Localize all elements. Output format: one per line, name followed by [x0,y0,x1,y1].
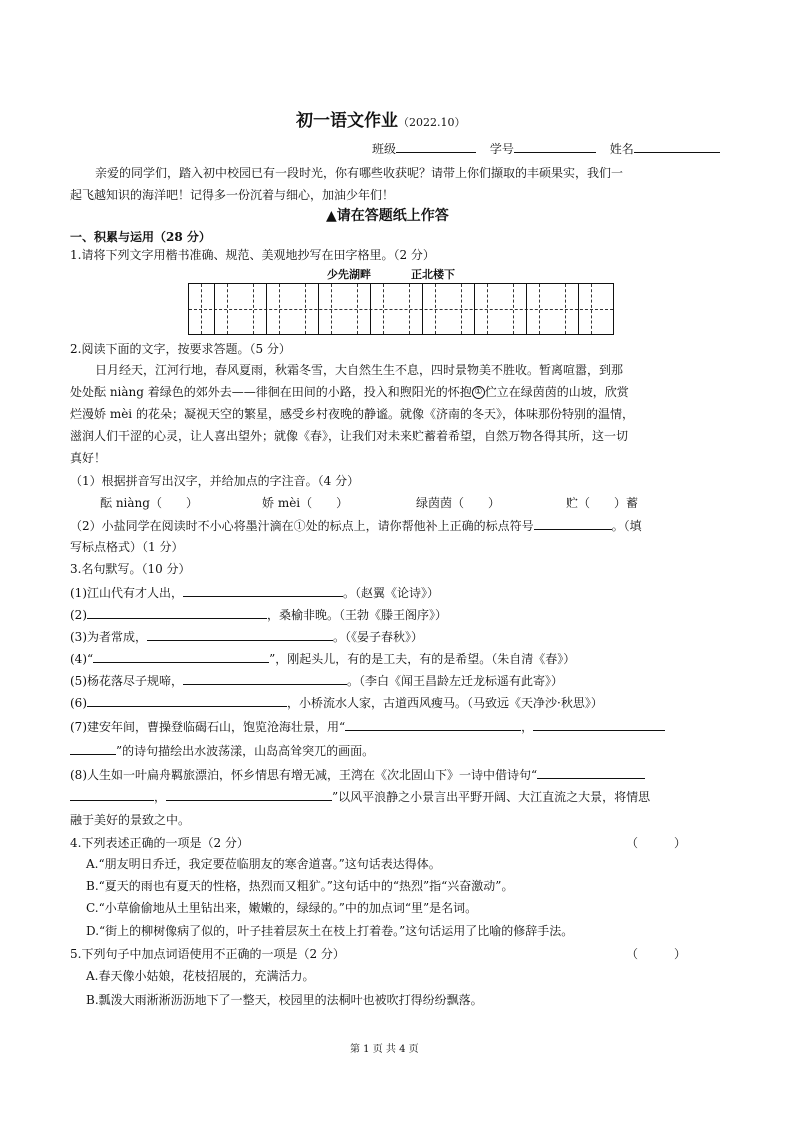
q3-l8-prefix: (8)人生如一叶扁舟羁旅漂泊，怀乡情思有增无减，王湾在《次北固山下》一诗中借诗句“ [70,768,538,782]
q3-l4-prefix: (4)“ [70,652,94,666]
q3-blank-8b[interactable] [70,788,154,801]
q2-para-line-5: 真好！ [70,451,107,465]
q2-sub-2-line-2: 写标点格式）（1 分） [70,540,184,554]
q2-sub-2-text: （2）小盐同学在阅读时不小心将墨汁滴在①处的标点上，请你帮他补上正确的标点符号 [70,519,534,533]
q3-blank-6[interactable] [87,694,287,707]
q3-l6-suffix: ，小桥流水人家，古道西风瘦马。（马致远《天净沙·秋思》） [287,696,603,710]
q3-l3-prefix: (3)为者常成， [70,630,147,644]
q3-line-5 [70,672,563,689]
q3-l6-prefix: (6) [70,696,87,710]
q2-para-2a: 处处酝 niàng 着绿色的郊外去——徘徊在田间的小路，投入和煦阳光的怀抱 [70,385,472,399]
q2-item-3[interactable]: 绿茵茵（ ） [416,496,501,510]
page-title [296,106,466,131]
q3-line-3 [70,628,423,645]
q3-line-8-cont [70,788,650,805]
q4-option-a: A.“朋友明日乔迁，我定要莅临朋友的寒舍道喜。”这句话表达得体。 [86,857,441,871]
q1-text: 1.请将下列文字用楷书准确、规范、美观地抄写在田字格里。（2 分） [70,248,435,262]
q2-sub-1: （1）根据拼音写出汉字，并给加点的字注音。（4 分） [70,474,360,488]
q3-blank-7c[interactable] [70,742,116,755]
q2-item-2[interactable]: 娇 mèi（ ） [262,496,349,510]
title-text: 初一语文作业 [296,111,398,131]
q3-line-4 [70,650,575,667]
grid-cell[interactable] [319,284,345,334]
q3-l3-suffix: 。（《晏子春秋》） [333,630,424,644]
q2-para-line-3: 烂漫娇 mèi 的花朵；凝视天空的繁星，感受乡村夜晚的静谧。就像《济南的冬天》，体味那份特别的温情， [70,407,634,421]
q2-para-line-4: 滋润人们干涩的心灵，让人喜出望外；就像《春》，让我们对未来贮蓄着希望，自然万物各得其所，这一切 [70,429,629,443]
q3-line-2 [70,606,447,623]
q3-l7-prefix: (7)建安年间，曹操登临碣石山，饱览沧海壮景，用“ [70,720,346,734]
grid-cell[interactable] [293,284,319,334]
grid-cell[interactable] [475,284,501,334]
punctuation-answer[interactable] [534,517,612,530]
q3-l1-suffix: 。（赵翼《论诗》） [343,586,440,600]
blot-mark: ① [472,386,485,399]
q5-option-a: A.春天像小姑娘，花枝招展的，充满活力。 [86,969,315,983]
grid-cell[interactable] [501,284,527,334]
q2-item-4[interactable]: 贮（ ）蓄 [566,496,639,510]
name-label: 姓名 [609,142,634,156]
q3-l5-suffix: 。（李白《闻王昌龄左迁龙标遥有此寄》） [347,674,564,688]
notice: ▲请在答题纸上作答 [326,208,449,224]
id-field[interactable] [514,140,596,153]
grid-cell[interactable] [553,284,579,334]
q2-text: 2.阅读下面的文字，按要求答题。（5 分） [70,342,291,356]
q3-blank-7b[interactable] [533,718,665,731]
intro-line-2: 起飞越知识的海洋吧！记得多一份沉着与细心，加油少年们！ [70,188,395,202]
q5-answer-paren[interactable]: （ ） [626,947,687,961]
q4-text: 4.下列表述正确的一项是（2 分） [70,836,249,850]
grid-cell[interactable] [267,284,293,334]
q3-blank-3[interactable] [147,628,333,641]
q3-l5-prefix: (5)杨花落尽子规啼， [70,674,183,688]
q3-blank-8c[interactable] [166,788,332,801]
grid-cell[interactable] [397,284,423,334]
grid-cell[interactable] [527,284,553,334]
q1-phrase-1: 少先湖畔 [327,268,371,281]
q3-blank-2[interactable] [87,606,267,619]
q3-l2-suffix: ，桑榆非晚。（王勃《滕王阁序》） [267,608,448,622]
q3-l8-suffix: ”以风平浪静之小景言出平野开阔、大江直流之大景，将情思 [332,790,651,804]
q3-l7-suffix: ”的诗句描绘出水波荡漾，山岛高耸突兀的画面。 [116,744,375,758]
grid-cell[interactable] [241,284,267,334]
class-label: 班级 [372,142,397,156]
q3-text: 3.名句默写。（10 分） [70,562,191,576]
title-date: （2022.10） [398,116,466,129]
q2-sub-2-end: 。（填 [611,519,642,533]
q4-option-d: D.“街上的柳树像病了似的，叶子挂着层灰土在枝上打着卷。”这句话运用了比喻的修辞手法。 [86,924,574,938]
q3-line-8-end: 融于美好的景致之中。 [70,813,191,827]
q5-text: 5.下列句子中加点词语使用不正确的一项是（2 分） [70,947,345,961]
q3-blank-5[interactable] [183,672,347,685]
name-field[interactable] [634,140,720,153]
grid-cell[interactable] [423,284,449,334]
q2-sub-2 [70,517,642,534]
student-info [372,140,720,157]
q4-option-c: C.“小草偷偷地从土里钻出来，嫩嫩的，绿绿的。”中的加点词“里”是名词。 [86,901,478,915]
q3-l4-suffix: ”，刚起头儿，有的是工夫，有的是希望。（朱自清《春》） [269,652,576,666]
q4-answer-paren[interactable]: （ ） [626,836,687,850]
grid-cell[interactable] [371,284,397,334]
q3-l7-comma: ， [521,720,534,734]
q3-line-8 [70,766,645,783]
q5-option-b: B.瓢泼大雨淅淅沥沥地下了一整天，校园里的法桐叶也被吹打得纷纷飘落。 [86,993,483,1007]
q3-l2-prefix: (2) [70,608,87,622]
page-footer: 第 1 页 共 4 页 [350,1044,419,1055]
q2-item-1[interactable]: 酝 niàng（ ） [100,496,198,510]
id-label: 学号 [489,142,514,156]
q3-line-1 [70,584,439,601]
grid-cell[interactable] [449,284,475,334]
q3-blank-8a[interactable] [537,766,645,779]
q4-option-b: B.“夏天的雨也有夏天的性格，热烈而又粗犷。”这句话中的“热烈”指“兴奋激动”。 [86,879,514,893]
q2-para-2b: 伫立在绿茵茵的山坡，欣赏 [484,385,629,399]
q2-para-line-1: 日月经天，江河行地，春风夏雨，秋霜冬雪，大自然生生不息，四时景物美不胜收。暂离喧嚣，到那 [95,363,624,377]
q3-line-6 [70,694,603,711]
tianzige-grid[interactable] [188,283,614,335]
q3-l8-comma: ， [154,790,167,804]
class-field[interactable] [396,140,476,153]
grid-cell[interactable] [189,284,215,334]
q3-l1-prefix: (1)江山代有才人出， [70,586,183,600]
grid-cell[interactable] [345,284,371,334]
grid-cell[interactable] [215,284,241,334]
intro-line-1: 亲爱的同学们，踏入初中校园已有一段时光，你有哪些收获呢？请带上你们撷取的丰硕果实，我们一 [95,166,624,180]
q3-line-7 [70,718,665,735]
q3-blank-7a[interactable] [345,718,521,731]
q3-blank-4[interactable] [93,650,269,663]
section-1-title: 一、积累与运用（28 分） [70,230,211,244]
q2-para-line-2 [70,383,629,400]
q3-line-7-cont [70,742,374,759]
grid-cell[interactable] [579,284,605,334]
q1-phrase-2: 正北楼下 [411,268,455,281]
q3-blank-1[interactable] [183,584,343,597]
